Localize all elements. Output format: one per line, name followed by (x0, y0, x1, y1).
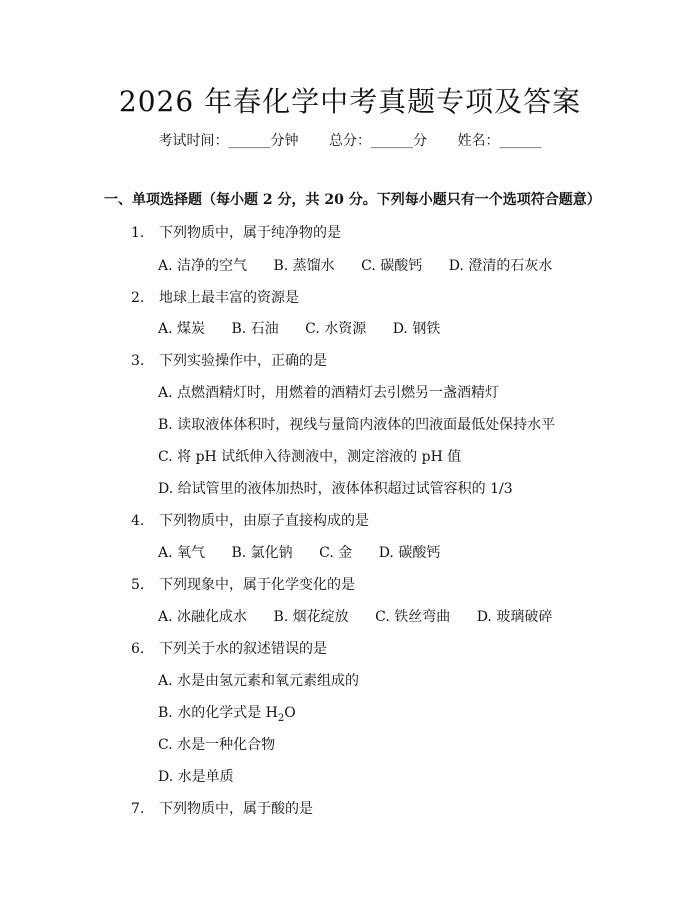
question-number: 5. (131, 577, 145, 593)
question-text: 下列物质中，由原子直接构成的是 (159, 513, 369, 529)
options-5 (158, 606, 574, 626)
options-2 (158, 318, 462, 338)
option-d: D. 玻璃破碎 (476, 609, 553, 625)
exam-time-field: 考试时间：______分钟 (158, 133, 299, 149)
option-b: B. 读取液体体积时，视线与量筒内液体的凹液面最低处保持水平 (158, 417, 556, 433)
question-number: 7. (131, 801, 145, 817)
question-number: 1. (131, 225, 145, 241)
option-a: A. 氧气 (158, 545, 206, 561)
question-1 (131, 222, 341, 242)
formula-subscript: 2 (277, 712, 285, 724)
option-c: C. 铁丝弯曲 (375, 609, 451, 625)
section-heading: 一、单项选择题（每小题 2 分，共 20 分。下列每小题只有一个选项符合题意） (104, 192, 601, 208)
question-text: 下列物质中，属于纯净物的是 (159, 225, 341, 241)
option-b-text: B. 水的化学式是 H (158, 705, 278, 721)
option-d: D. 水是单质 (158, 769, 234, 785)
option-c: C. 水是一种化合物 (158, 737, 276, 753)
option-a: A. 冰融化成水 (158, 609, 248, 625)
question-text: 下列物质中，属于酸的是 (159, 801, 313, 817)
option-c: C. 水资源 (305, 321, 367, 337)
question-number: 3. (131, 353, 145, 369)
option-b (158, 702, 296, 724)
option-c: C. 将 pH 试纸伸入待测液中，测定溶液的 pH 值 (158, 449, 462, 465)
option-b: B. 蒸馏水 (273, 258, 335, 274)
question-6 (131, 638, 327, 658)
exam-info-line (0, 130, 700, 150)
page-title: 2026 年春化学中考真题专项及答案 (118, 85, 582, 118)
option-b: B. 氯化钠 (231, 545, 293, 561)
question-2 (131, 287, 299, 307)
question-text: 下列实验操作中，正确的是 (159, 353, 327, 369)
question-number: 2. (131, 290, 145, 306)
question-text: 地球上最丰富的资源是 (159, 290, 299, 306)
options-1 (158, 255, 574, 275)
question-5 (131, 574, 355, 594)
option-c: C. 碳酸钙 (361, 258, 423, 274)
option-d: D. 澄清的石灰水 (448, 258, 553, 274)
total-score-field: 总分：______分 (329, 133, 427, 149)
option-a: A. 点燃酒精灯时，用燃着的酒精灯去引燃另一盏酒精灯 (158, 385, 500, 401)
question-text: 下列现象中，属于化学变化的是 (159, 577, 355, 593)
option-a: A. 洁净的空气 (158, 258, 248, 274)
question-text: 下列关于水的叙述错误的是 (159, 641, 327, 657)
option-c: C. 金 (319, 545, 353, 561)
option-b: B. 石油 (231, 321, 279, 337)
question-7 (131, 798, 313, 818)
option-a: A. 水是由氢元素和氧元素组成的 (158, 673, 360, 689)
options-4 (158, 542, 462, 562)
option-d: D. 碳酸钙 (378, 545, 441, 561)
option-b: B. 烟花绽放 (273, 609, 349, 625)
option-d: D. 给试管里的液体加热时，液体体积超过试管容积的 1/3 (158, 481, 513, 497)
question-3 (131, 350, 327, 370)
name-field: 姓名：______ (457, 133, 542, 149)
question-4 (131, 510, 369, 530)
option-d: D. 钢铁 (392, 321, 441, 337)
question-number: 4. (131, 513, 145, 529)
question-number: 6. (131, 641, 145, 657)
option-a: A. 煤炭 (158, 321, 206, 337)
formula-tail: O (284, 705, 296, 721)
